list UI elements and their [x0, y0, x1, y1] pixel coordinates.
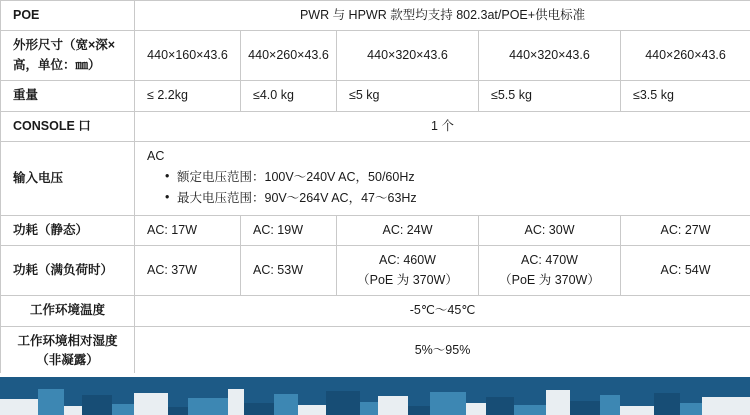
dimensions-col3: 440×320×43.6 — [337, 31, 479, 81]
table-row — [1, 31, 750, 81]
row-label-weight: 重量 — [1, 81, 135, 111]
row-value-operating-humidity: 5%～95% — [135, 326, 750, 376]
row-value-poe: PWR 与 HPWR 款型均支持 802.3at/POE+供电标准 — [135, 1, 750, 31]
table-row — [1, 81, 750, 111]
row-value-input-voltage — [135, 141, 750, 215]
weight-col1: ≤ 2.2kg — [135, 81, 241, 111]
row-label-operating-temperature: 工作环境温度 — [1, 296, 135, 326]
table-row — [1, 326, 750, 376]
list-item: • 最大电压范围：90V～264V AC，47～63Hz — [165, 189, 743, 208]
table-row — [1, 216, 750, 246]
power-static-col1: AC: 17W — [135, 216, 241, 246]
dimensions-col1: 440×160×43.6 — [135, 31, 241, 81]
power-full-col3-main: AC: 460W — [379, 253, 436, 268]
table-row — [1, 141, 750, 215]
table-row — [1, 296, 750, 326]
table-row — [1, 246, 750, 296]
row-label-input-voltage: 输入电压 — [1, 141, 135, 215]
list-item: • 额定电压范围：100V～240V AC，50/60Hz — [165, 168, 743, 187]
input-voltage-bullets — [147, 168, 743, 208]
row-value-operating-temperature: -5℃～45℃ — [135, 296, 750, 326]
row-label-dimensions: 外形尺寸（宽×深×高，单位：㎜） — [1, 31, 135, 81]
table-row — [1, 1, 750, 31]
row-label-power-full: 功耗（满负荷时） — [1, 246, 135, 296]
power-full-col4 — [479, 246, 621, 296]
row-label-power-static: 功耗（静态） — [1, 216, 135, 246]
power-full-col3-sub: （PoE 为 370W） — [357, 272, 458, 287]
power-full-col5: AC: 54W — [621, 246, 750, 296]
power-static-col4: AC: 30W — [479, 216, 621, 246]
row-label-poe: POE — [1, 1, 135, 31]
table-row — [1, 111, 750, 141]
weight-col4: ≤5.5 kg — [479, 81, 621, 111]
row-label-console: CONSOLE 口 — [1, 111, 135, 141]
weight-col5: ≤3.5 kg — [621, 81, 750, 111]
weight-col2: ≤4.0 kg — [241, 81, 337, 111]
power-static-col2: AC: 19W — [241, 216, 337, 246]
power-full-col2: AC: 53W — [241, 246, 337, 296]
power-static-col3: AC: 24W — [337, 216, 479, 246]
row-value-console: 1 个 — [135, 111, 750, 141]
dimensions-col5: 440×260×43.6 — [621, 31, 750, 81]
power-full-col3 — [337, 246, 479, 296]
power-static-col5: AC: 27W — [621, 216, 750, 246]
input-voltage-heading: AC — [147, 148, 165, 163]
power-full-col1: AC: 37W — [135, 246, 241, 296]
power-full-col4-sub: （PoE 为 370W） — [499, 272, 600, 287]
weight-col3: ≤5 kg — [337, 81, 479, 111]
dimensions-col4: 440×320×43.6 — [479, 31, 621, 81]
power-full-col4-main: AC: 470W — [521, 253, 578, 268]
decorative-footer-band — [0, 377, 750, 415]
row-label-operating-humidity: 工作环境相对湿度（非凝露） — [1, 326, 135, 376]
dimensions-col2: 440×260×43.6 — [241, 31, 337, 81]
